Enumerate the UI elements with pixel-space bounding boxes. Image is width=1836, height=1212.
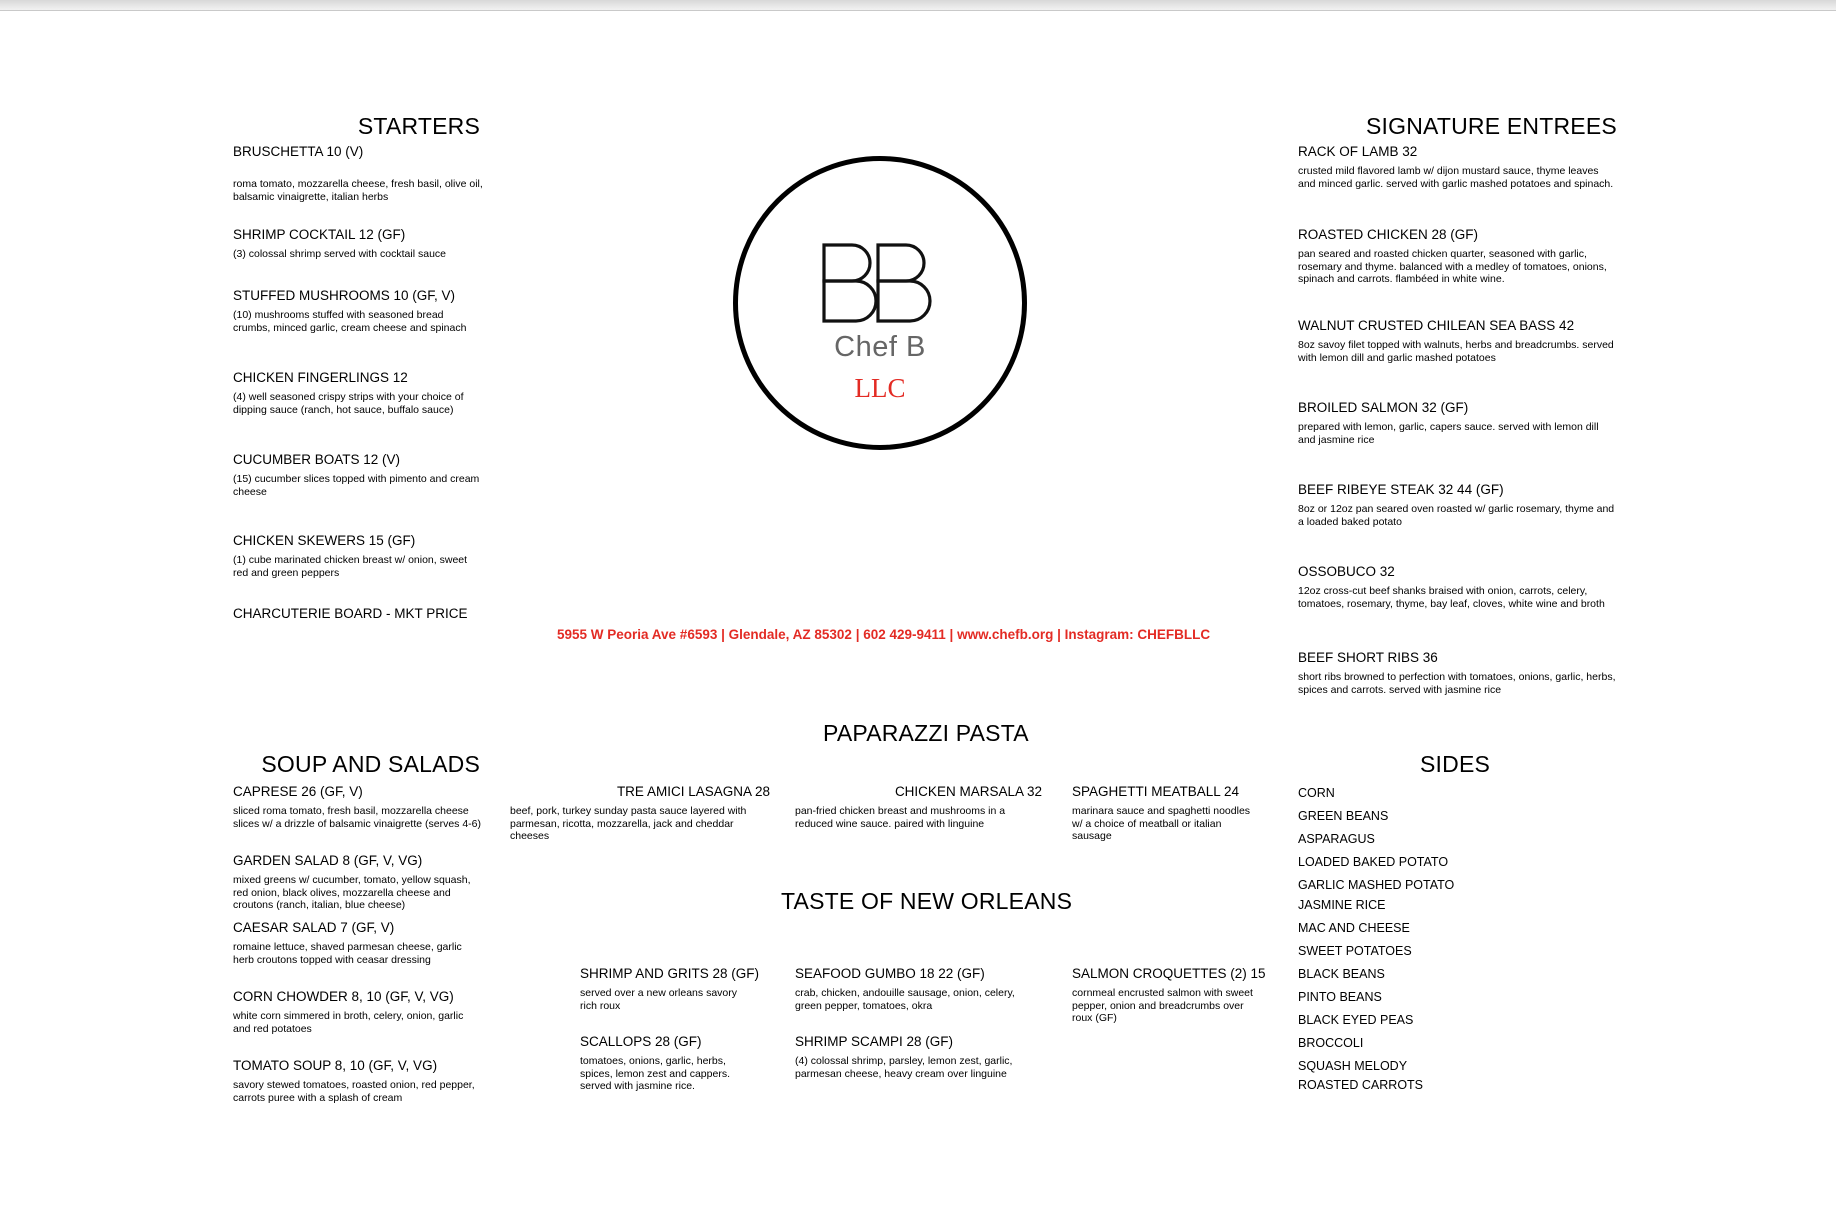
menu-item [233,606,483,622]
menu-item-name: OSSOBUCO 32 [1298,564,1395,579]
menu-item [1298,564,1618,610]
menu-item [1072,784,1272,843]
menu-item-name: CORN CHOWDER 8, 10 (GF, V, VG) [233,989,454,1004]
menu-item-description: tomatoes, onions, garlic, herbs, spices, lemon zest and cappers. served with jasmine rice. [580,1055,730,1093]
menu-item-description: sliced roma tomato, fresh basil, mozzarella cheese slices w/ a drizzle of balsamic vinaigrette (serves 4-6) [233,805,482,830]
menu-item [1072,966,1272,1025]
side-item: ASPARAGUS [1298,832,1375,846]
menu-item [1298,227,1618,286]
menu-item [580,1034,770,1093]
menu-item-name: CUCUMBER BOATS 12 (V) [233,452,401,467]
menu-item-name: SCALLOPS 28 (GF) [580,1034,702,1049]
menu-item-description: 8oz savoy filet topped with walnuts, herbs and breadcrumbs. served with lemon dill and garlic mashed potatoes [1298,339,1614,364]
chef-b-logo [733,156,1027,450]
menu-item [1298,318,1618,364]
menu-item-description: (10) mushrooms stuffed with seasoned bread crumbs, minced garlic, cream cheese and spinach [233,309,467,334]
menu-item-name: CHICKEN MARSALA 32 [894,784,1042,799]
side-item: ROASTED CARROTS [1298,1078,1424,1092]
side-item: JASMINE RICE [1298,898,1386,912]
menu-item [580,966,770,1012]
side-item: LOADED BAKED POTATO [1298,855,1449,869]
menu-item-name: CHICKEN FINGERLINGS 12 [233,370,408,385]
menu-item-description: (4) colossal shrimp, parsley, lemon zest, garlic, parmesan cheese, heavy cream over linguine [795,1055,1013,1080]
heading-signature-entrees: SIGNATURE ENTREES [1366,113,1617,139]
menu-item [233,452,483,498]
menu-item-description: (15) cucumber slices topped with pimento and cream cheese [233,473,480,498]
menu-item-description: beef, pork, turkey sunday pasta sauce layered with parmesan, ricotta, mozzarella, jack and cheddar cheeses [510,805,747,843]
menu-item-name: BROILED SALMON 32 (GF) [1298,400,1469,415]
menu-item [233,1058,483,1104]
menu-item-name: SPAGHETTI MEATBALL 24 [1072,784,1240,799]
heading-soup-and-salads: SOUP AND SALADS [261,751,480,777]
menu-item [795,784,1042,830]
side-item: BLACK EYED PEAS [1298,1013,1414,1027]
menu-item-description: 8oz or 12oz pan seared oven roasted w/ garlic rosemary, thyme and a loaded baked potato [1298,503,1615,528]
menu-item [233,784,483,830]
menu-item [510,784,770,843]
menu-item [233,227,483,261]
menu-item-description: crab, chicken, andouille sausage, onion, celery, green pepper, tomatoes, okra [795,987,1015,1012]
menu-item-description: pan seared and roasted chicken quarter, seasoned with garlic, rosemary and thyme. balanced with a medley of tomatoes, onions, spinach and carrots. flambéed in white wine. [1298,248,1607,286]
side-item: MAC AND CHEESE [1298,921,1410,935]
side-item: CORN [1298,786,1335,800]
heading-paparazzi-pasta: PAPARAZZI PASTA [823,720,1029,746]
menu-item [233,533,483,579]
menu-item-name: GARDEN SALAD 8 (GF, V, VG) [233,853,423,868]
menu-item-name: SALMON CROQUETTES (2) 15 [1072,966,1266,981]
side-item: GARLIC MASHED POTATO [1298,878,1455,892]
menu-item-name: TOMATO SOUP 8, 10 (GF, V, VG) [233,1058,438,1073]
logo-llc: LLC [854,373,906,403]
side-item: BROCCOLI [1298,1036,1364,1050]
menu-item-name: WALNUT CRUSTED CHILEAN SEA BASS 42 [1298,318,1575,333]
viewer-top-edge [0,0,1836,11]
heading-sides: SIDES [1420,751,1491,777]
menu-item-name: SHRIMP COCKTAIL 12 (GF) [233,227,406,242]
menu-item-name: BEEF SHORT RIBS 36 [1298,650,1438,665]
menu-item-name: STUFFED MUSHROOMS 10 (GF, V) [233,288,456,303]
menu-item-description: short ribs browned to perfection with tomatoes, onions, garlic, herbs, spices and carrots. served with jasmine rice [1298,671,1616,696]
menu-item [233,144,483,203]
menu-item [1298,144,1618,190]
menu-item-description: (3) colossal shrimp served with cocktail sauce [233,248,446,260]
menu-item [1298,650,1618,696]
heading-starters: STARTERS [357,113,480,139]
menu-item-name: CHARCUTERIE BOARD - MKT PRICE [233,606,468,621]
menu-item-name: BRUSCHETTA 10 (V) [233,144,364,159]
logo-name: Chef B [834,331,926,363]
menu-item-description: crusted mild flavored lamb w/ dijon mustard sauce, thyme leaves and minced garlic. served with garlic mashed potatoes and spinach. [1298,165,1614,190]
menu-item-name: CHICKEN SKEWERS 15 (GF) [233,533,416,548]
menu-item [1298,400,1618,446]
menu-item-name: CAPRESE 26 (GF, V) [233,784,363,799]
menu-item-name: TRE AMICI LASAGNA 28 [616,784,770,799]
menu-item [233,853,483,912]
menu-item [233,288,483,334]
menu-item-description: 12oz cross-cut beef shanks braised with onion, carrots, celery, tomatoes, rosemary, thyme, bay leaf, cloves, white wine and broth [1298,585,1605,610]
side-item: SQUASH MELODY [1298,1059,1408,1073]
menu-item-name: CAESAR SALAD 7 (GF, V) [233,920,395,935]
menu-item-description: romaine lettuce, shaved parmesan cheese, garlic herb croutons topped with ceasar dressing [233,941,462,966]
menu-item-name: RACK OF LAMB 32 [1298,144,1418,159]
menu-item-description: (4) well seasoned crispy strips with your choice of dipping sauce (ranch, hot sauce, buffalo sauce) [233,391,464,416]
menu-item-description: roma tomato, mozzarella cheese, fresh basil, olive oil, balsamic vinaigrette, italian herbs [233,178,483,203]
menu-item-name: SHRIMP SCAMPI 28 (GF) [795,1034,954,1049]
side-item: SWEET POTATOES [1298,944,1412,958]
menu-item [233,920,483,966]
menu-item [795,966,1040,1012]
menu-item-description: (1) cube marinated chicken breast w/ onion, sweet red and green peppers [233,554,468,579]
contact-address-line: 5955 W Peoria Ave #6593 | Glendale, AZ 85302 | 602 429-9411 | www.chefb.org | Instagram: CHEFBLLC [557,627,1211,642]
side-item: GREEN BEANS [1298,809,1389,823]
menu-item [1298,482,1618,528]
menu-item [795,1034,1040,1080]
side-item: BLACK BEANS [1298,967,1385,981]
menu-item [233,370,483,416]
menu-item-name: ROASTED CHICKEN 28 (GF) [1298,227,1479,242]
menu-item-description: white corn simmered in broth, celery, onion, garlic and red potatoes [233,1010,464,1035]
menu-item [233,989,483,1035]
side-item: PINTO BEANS [1298,990,1382,1004]
menu-item-name: SEAFOOD GUMBO 18 22 (GF) [795,966,985,981]
menu-item-description: pan-fried chicken breast and mushrooms in a reduced wine sauce. paired with linguine [795,805,1006,830]
menu-item-name: BEEF RIBEYE STEAK 32 44 (GF) [1298,482,1504,497]
menu-item-description: mixed greens w/ cucumber, tomato, yellow squash, red onion, black olives, mozzarella cheese and croutons (ranch, italian, blue cheese) [233,874,471,912]
menu-item-description: served over a new orleans savory rich roux [580,987,737,1012]
menu-item-description: marinara sauce and spaghetti noodles w/ a choice of meatball or italian sausage [1072,805,1251,843]
bb-monogram-icon [816,241,944,323]
menu-item-description: savory stewed tomatoes, roasted onion, red pepper, carrots puree with a splash of cream [233,1079,475,1104]
menu-item-description: cornmeal encrusted salmon with sweet pepper, onion and breadcrumbs over roux (GF) [1072,987,1253,1025]
menu-item-description: prepared with lemon, garlic, capers sauce. served with lemon dill and jasmine rice [1298,421,1599,446]
heading-taste-of-new-orleans: TASTE OF NEW ORLEANS [781,888,1073,914]
menu-item-name: SHRIMP AND GRITS 28 (GF) [580,966,760,981]
